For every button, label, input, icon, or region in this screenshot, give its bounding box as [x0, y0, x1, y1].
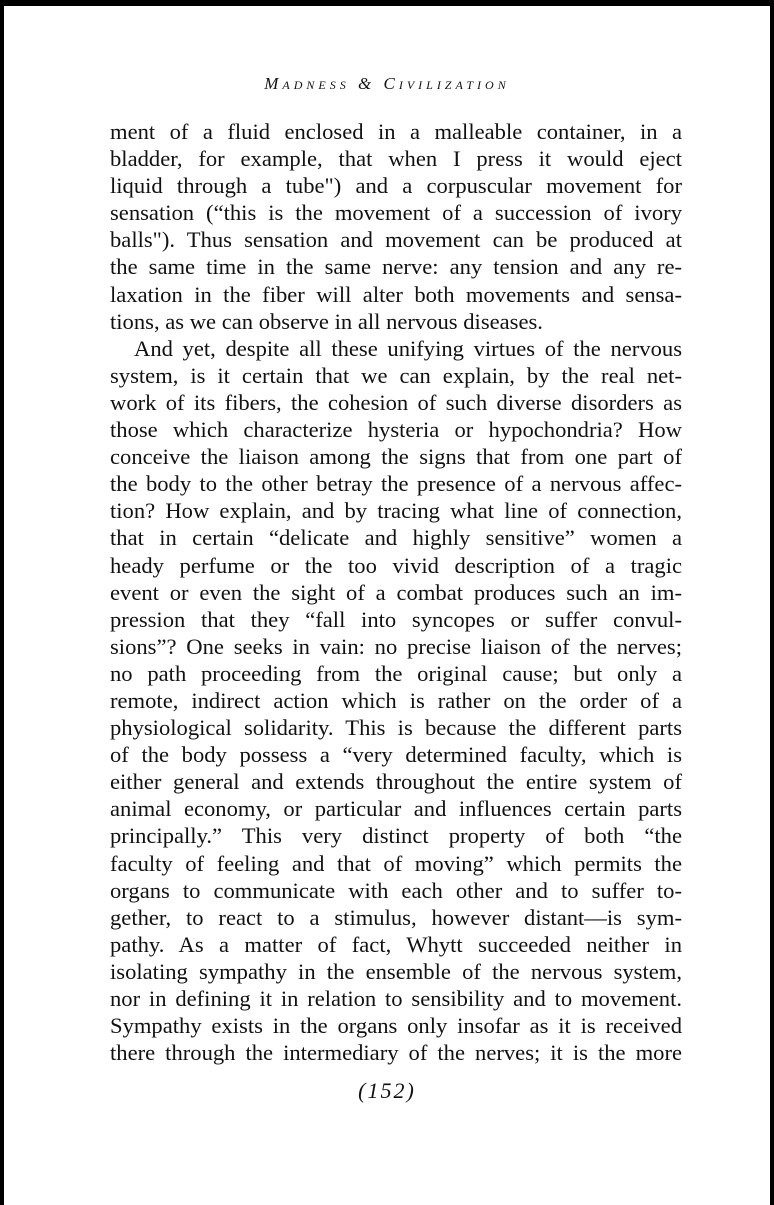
- text-line: tions, as we can observe in all nervous diseases.: [110, 308, 543, 334]
- text-line: pathy. As a matter of fact, Whytt succeeded neither in: [110, 931, 682, 957]
- text-line: remote, indirect action which is rather on the order of a: [110, 687, 682, 713]
- text-line: system, is it certain that we can explain, by the real net-: [110, 362, 682, 388]
- text-line: bladder, for example, that when I press it would eject: [110, 146, 682, 172]
- text-line: work of its fibers, the cohesion of such diverse disorders as: [110, 389, 682, 415]
- text-line: the same time in the same nerve: any tension and any re-: [110, 254, 682, 280]
- text-line: conceive the liaison among the signs that from one part of: [110, 444, 682, 470]
- text-line: ment of a fluid enclosed in a malleable container, in a: [110, 119, 682, 144]
- text-line: sensation (“this is the movement of a succession of ivory: [110, 200, 682, 226]
- text-line: that in certain “delicate and highly sensitive” women a: [110, 525, 682, 551]
- text-line: tion? How explain, and by tracing what line of connection,: [110, 498, 682, 524]
- body-text: [110, 118, 682, 1066]
- text-line: gether, to react to a stimulus, however distant—is sym-: [110, 904, 682, 930]
- text-line: of the body possess a “very determined faculty, which is: [110, 742, 682, 768]
- running-head: Madness & Civilization: [264, 74, 510, 93]
- text-line: isolating sympathy in the ensemble of the nervous system,: [110, 958, 682, 984]
- page-number: (152): [358, 1078, 416, 1103]
- text-line: the body to the other betray the presence of a nervous affec-: [110, 471, 682, 497]
- text-line: no path proceeding from the original cause; but only a: [110, 660, 682, 686]
- text-line: principally.” This very distinct property of both “the: [110, 823, 682, 849]
- text-line: balls"). Thus sensation and movement can be produced at: [110, 227, 682, 253]
- text-line: sions”? One seeks in vain: no precise liaison of the nerves;: [110, 633, 682, 659]
- text-line: those which characterize hysteria or hypochondria? How: [110, 417, 682, 443]
- text-line: there through the intermediary of the nerves; it is the more: [110, 1040, 682, 1066]
- text-line: heady perfume or the too vivid description of a tragic: [110, 552, 682, 578]
- text-line: nor in defining it in relation to sensibility and to movement.: [110, 986, 682, 1011]
- paragraph-2: [110, 335, 682, 1067]
- text-line: event or even the sight of a combat produces such an im-: [110, 579, 682, 605]
- text-line: laxation in the fiber will alter both movements and sensa-: [110, 281, 682, 307]
- scan-border-left: [0, 0, 4, 1205]
- text-line: organs to communicate with each other and to suffer to-: [110, 877, 682, 903]
- paragraph-1: [110, 118, 682, 335]
- text-line: Sympathy exists in the organs only insofar as it is received: [110, 1013, 682, 1039]
- text-line: either general and extends throughout the entire system of: [110, 769, 682, 795]
- text-line: And yet, despite all these unifying virtues of the nervous: [134, 335, 682, 361]
- scan-border-right: [770, 0, 774, 1205]
- text-line: animal economy, or particular and influences certain parts: [110, 796, 682, 822]
- text-line: faculty of feeling and that of moving” which permits the: [110, 850, 682, 876]
- text-line: liquid through a tube") and a corpuscular movement for: [110, 173, 682, 199]
- text-line: physiological solidarity. This is because the different parts: [110, 715, 682, 741]
- scan-border-top: [0, 0, 774, 6]
- text-line: pression that they “fall into syncopes or suffer convul-: [110, 606, 682, 632]
